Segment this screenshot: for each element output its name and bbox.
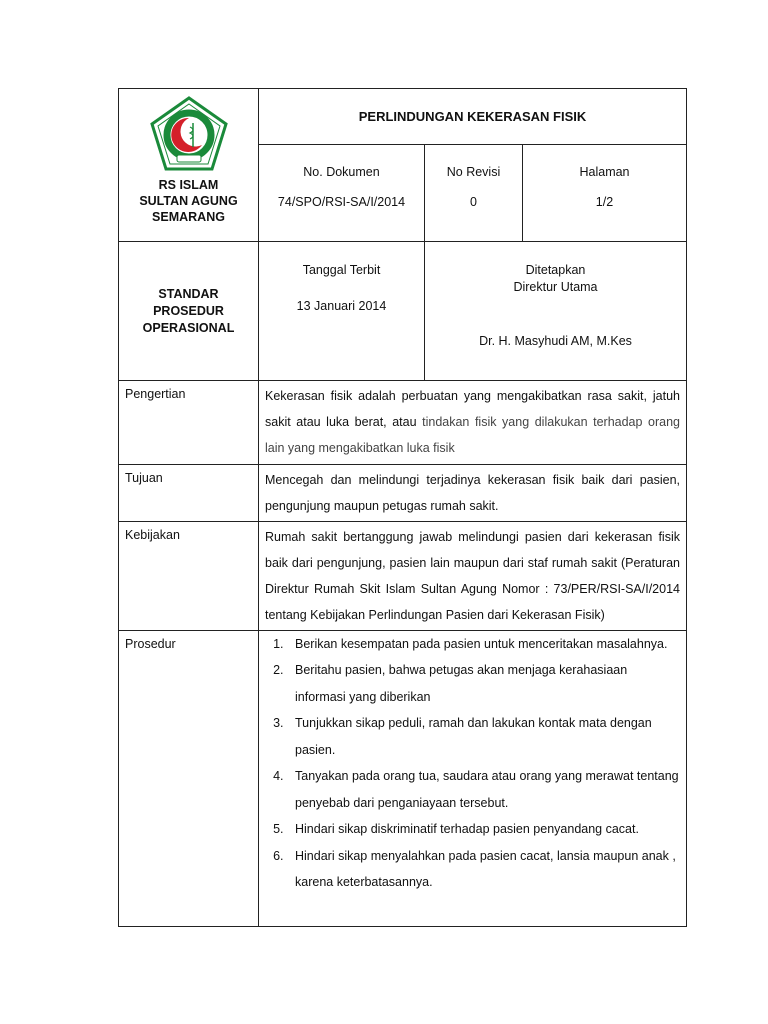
sop-line-3: OPERASIONAL <box>142 320 235 335</box>
kebijakan-text: Rumah sakit bertanggung jawab melindungi pasien dari kekerasan fisik baik dari pengunjung, pasien lain maupun dari staf rumah sakit (Peraturan Direktur Rumah Skit Islam Sultan Agung Nomor : 73/PER/RSI-SA/I/2014 tentang Kebijakan Perlindungan Pasien dari Kekerasan Fisik) <box>259 521 687 630</box>
document-title: PERLINDUNGAN KEKERASAN FISIK <box>259 89 687 145</box>
page-cell <box>523 145 687 242</box>
prosedur-step-4: 4. Tanyakan pada orang tua, saudara atau orang yang merawat tentang penyebab dari penganiayaan tersebut. <box>287 763 680 816</box>
prosedur-step-6: 6. Hindari sikap menyalahkan pada pasien cacat, lansia maupun anak , karena keterbatasannya. <box>287 843 680 896</box>
pengertian-text-main: Kekerasan fisik adalah perbuatan yang mengakibatkan rasa sakit, jatuh sakit atau luka berat, atau <box>265 389 680 429</box>
prosedur-step-5: 5. Hindari sikap diskriminatif terhadap pasien penyandang cacat. <box>287 816 680 843</box>
hospital-name-line-3: SEMARANG <box>152 210 225 224</box>
hospital-name-line-1: RS ISLAM <box>158 178 219 192</box>
doc-number-cell <box>259 145 425 242</box>
issued-label: Tanggal Terbit <box>302 263 381 277</box>
header-table <box>118 88 687 381</box>
content-table <box>118 381 687 927</box>
prosedur-step-3: 3. Tunjukkan sikap peduli, ramah dan lakukan kontak mata dengan pasien. <box>287 710 680 763</box>
prosedur-step-1: 1. Berikan kesempatan pada pasien untuk menceritakan masalahnya. <box>287 631 680 658</box>
director-name: Dr. H. Masyhudi AM, M.Kes <box>479 334 632 348</box>
kebijakan-label: Kebijakan <box>119 521 259 630</box>
pengertian-label: Pengertian <box>119 381 259 464</box>
page-value: 1/2 <box>595 195 614 209</box>
established-label: Ditetapkan <box>525 263 586 277</box>
prosedur-steps <box>265 631 680 896</box>
tujuan-text: Mencegah dan melindungi terjadinya kekerasan fisik baik dari pasien, pengunjung maupun petugas rumah sakit. <box>259 464 687 521</box>
sop-title-cell <box>119 242 259 381</box>
sop-document <box>118 88 686 927</box>
established-cell <box>425 242 687 381</box>
revision-cell <box>425 145 523 242</box>
prosedur-step-2: 2. Beritahu pasien, bahwa petugas akan menjaga kerahasiaan informasi yang diberikan <box>287 657 680 710</box>
sop-line-2: PROSEDUR <box>153 303 224 318</box>
pengertian-text-gray: tindakan fisik yang dilakukan terhadap orang lain yang mengakibatkan luka fisik <box>265 415 681 455</box>
prosedur-cell <box>259 630 687 926</box>
hospital-logo <box>148 95 230 173</box>
hospital-name-line-2: SULTAN AGUNG <box>139 194 238 208</box>
issued-value: 13 Januari 2014 <box>296 299 387 313</box>
sop-line-1: STANDAR <box>158 286 219 301</box>
prosedur-label: Prosedur <box>119 630 259 926</box>
doc-number-value: 74/SPO/RSI-SA/I/2014 <box>277 195 406 209</box>
director-title: Direktur Utama <box>513 280 598 294</box>
tujuan-label: Tujuan <box>119 464 259 521</box>
pengertian-text <box>259 381 687 464</box>
revision-label: No Revisi <box>446 165 501 179</box>
hospital-identity-cell <box>119 89 259 242</box>
page-label: Halaman <box>579 165 630 179</box>
doc-number-label: No. Dokumen <box>303 165 380 179</box>
issued-date-cell <box>259 242 425 381</box>
revision-value: 0 <box>470 195 477 209</box>
